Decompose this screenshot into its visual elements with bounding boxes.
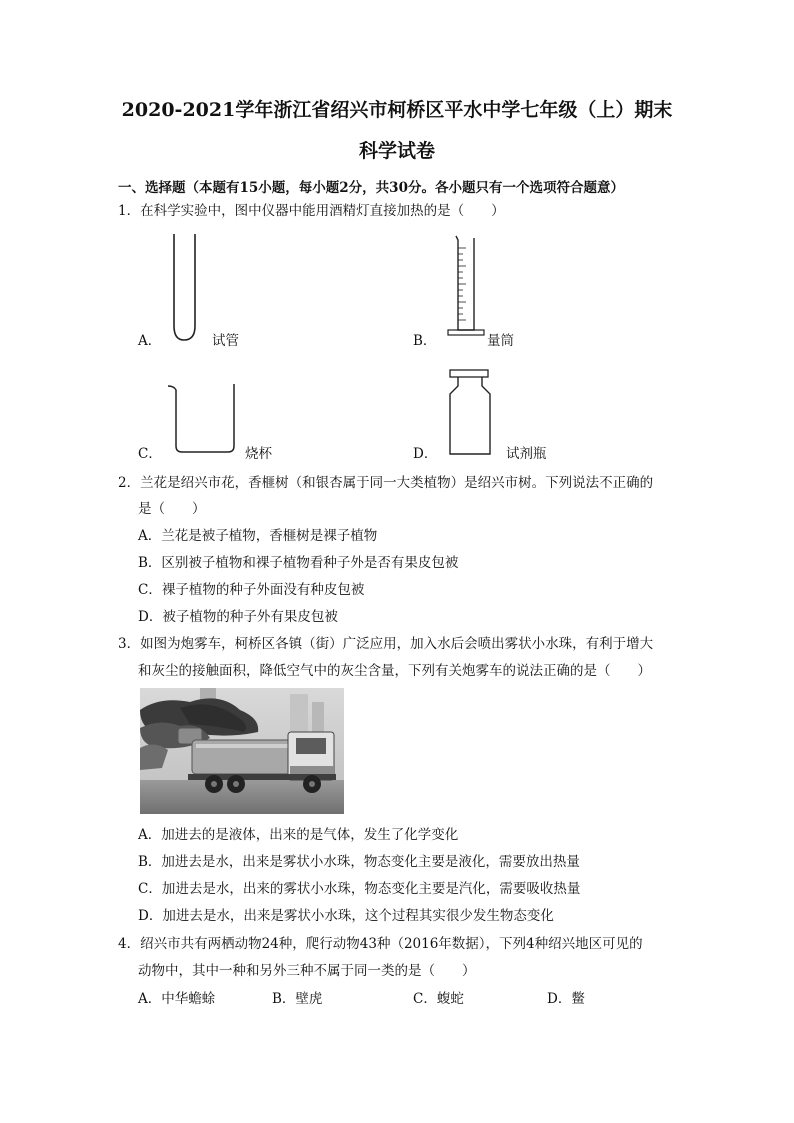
reagent-bottle-figure bbox=[440, 368, 500, 460]
q4-option-b: B．壁虎 bbox=[272, 991, 323, 1007]
page-title: 2020-2021学年浙江省绍兴市柯桥区平水中学七年级（上）期末 bbox=[121, 99, 673, 121]
q1-option-a-label: 试管 bbox=[212, 333, 239, 349]
q1-option-a-letter: A． bbox=[138, 333, 162, 349]
section-heading: 一、选择题（本题有15小题，每小题2分，共30分。各小题只有一个选项符合题意） bbox=[118, 180, 624, 196]
q4-option-d: D．鳖 bbox=[547, 991, 585, 1007]
q1-option-b-label: 量筒 bbox=[487, 333, 514, 349]
test-tube-figure bbox=[170, 232, 200, 344]
question-4-stem-line2: 动物中，其中一种和另外三种不属于同一类的是（ ） bbox=[138, 963, 476, 979]
q2-option-a: A．兰花是被子植物，香榧树是裸子植物 bbox=[138, 528, 378, 544]
q1-option-b-letter: B． bbox=[413, 333, 437, 349]
question-3-stem-line1: 3．如图为炮雾车，柯桥区各镇（街）广泛应用，加入水后会喷出雾状小水珠，有利于增大 bbox=[118, 636, 654, 652]
q2-option-b: B．区别被子植物和裸子植物看种子外是否有果皮包被 bbox=[138, 555, 459, 571]
q1-option-d-label: 试剂瓶 bbox=[506, 446, 547, 462]
q3-option-c: C．加进去是水，出来的雾状小水珠，物态变化主要是汽化，需要吸收热量 bbox=[138, 881, 581, 897]
q2-option-c: C．裸子植物的种子外面没有种皮包被 bbox=[138, 582, 365, 598]
q3-option-a: A．加进去的是液体，出来的是气体，发生了化学变化 bbox=[138, 827, 459, 843]
page-subtitle: 科学试卷 bbox=[358, 140, 435, 162]
q1-option-c-letter: C． bbox=[138, 446, 162, 462]
q1-option-d-letter: D． bbox=[413, 446, 438, 462]
q2-option-d: D．被子植物的种子外有果皮包被 bbox=[138, 609, 338, 625]
fog-cannon-truck-photo bbox=[140, 688, 344, 814]
q3-option-b: B．加进去是水，出来是雾状小水珠，物态变化主要是液化，需要放出热量 bbox=[138, 854, 580, 870]
question-2-stem-line1: 2．兰花是绍兴市花，香榧树（和银杏属于同一大类植物）是绍兴市树。下列说法不正确的 bbox=[118, 475, 654, 491]
q4-option-c: C．蝮蛇 bbox=[413, 991, 464, 1007]
q1-option-c-label: 烧杯 bbox=[245, 446, 272, 462]
beaker-figure bbox=[164, 380, 240, 458]
question-2-stem-line2: 是（ ） bbox=[138, 501, 206, 517]
question-4-stem-line1: 4．绍兴市共有两栖动物24种，爬行动物43种（2016年数据），下列4种绍兴地区可见的 bbox=[118, 936, 643, 952]
question-1-stem: 1．在科学实验中，图中仪器中能用酒精灯直接加热的是（ ） bbox=[118, 203, 505, 219]
q3-option-d: D．加进去是水，出来是雾状小水珠，这个过程其实很少发生物态变化 bbox=[138, 908, 554, 924]
graduated-cylinder-figure bbox=[444, 234, 486, 340]
question-3-stem-line2: 和灰尘的接触面积，降低空气中的灰尘含量，下列有关炮雾车的说法正确的是（ ） bbox=[138, 663, 651, 679]
q4-option-a: A．中华蟾蜍 bbox=[138, 991, 216, 1007]
